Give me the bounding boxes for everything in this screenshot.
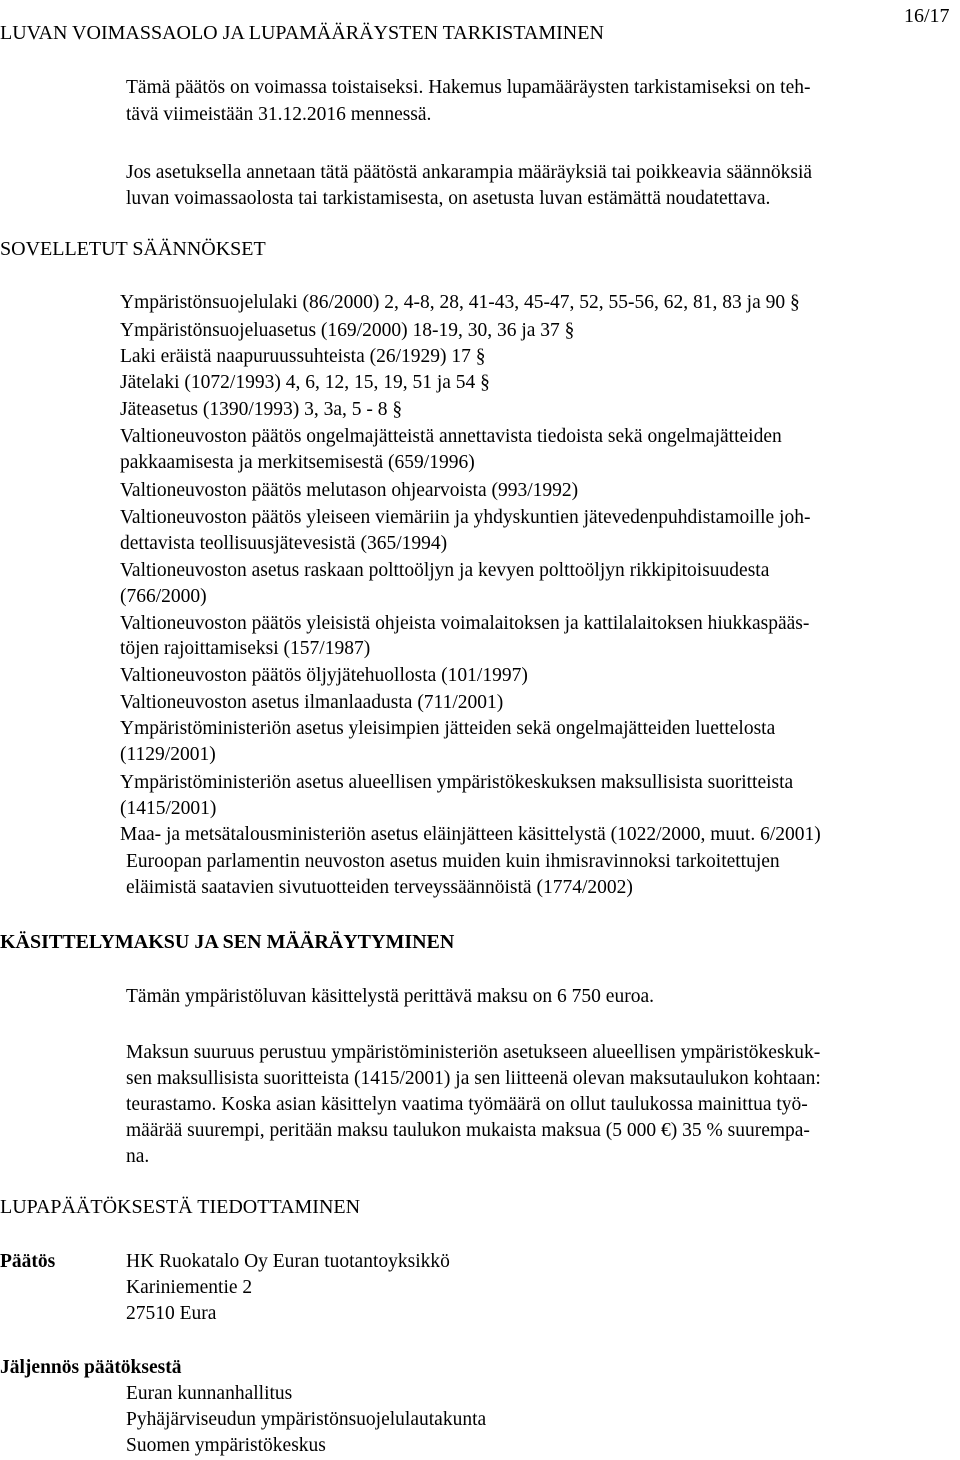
fee-paragraph-2-line-5: na. <box>126 1146 150 1167</box>
rule-line: eläimistä saatavien sivutuotteiden terveyssäännöistä (1774/2002) <box>126 877 633 898</box>
rule-line: Valtioneuvoston asetus raskaan polttoöljyn ja kevyen polttoöljyn rikkipitoisuudesta <box>120 560 770 581</box>
copy-recipient-line: Suomen ympäristökeskus <box>126 1435 326 1456</box>
fee-paragraph-1: Tämän ympäristöluvan käsittelystä perittävä maksu on 6 750 euroa. <box>126 986 654 1007</box>
decision-label: Päätös <box>0 1251 56 1272</box>
rule-line: Maa- ja metsätalousministeriön asetus eläinjätteen käsittelystä (1022/2000, muut. 6/2001) <box>120 824 821 845</box>
rule-line: (766/2000) <box>120 586 207 607</box>
section-heading-validity: LUVAN VOIMASSAOLO JA LUPAMÄÄRÄYSTEN TARKISTAMINEN <box>0 22 604 44</box>
decision-recipient-line: HK Ruokatalo Oy Euran tuotantoyksikkö <box>126 1251 450 1272</box>
rule-line: Ympäristönsuojeluasetus (169/2000) 18-19, 30, 36 ja 37 § <box>120 320 575 341</box>
fee-paragraph-2-line-3: teurastamo. Koska asian käsittelyn vaatima työmäärä on ollut taulukossa mainittua työ- <box>126 1094 808 1115</box>
section-heading-fee: KÄSITTELYMAKSU JA SEN MÄÄRÄYTYMINEN <box>0 931 455 953</box>
section-heading-rules: SOVELLETUT SÄÄNNÖKSET <box>0 238 266 260</box>
rule-line: Valtioneuvoston päätös yleisistä ohjeista voimalaitoksen ja kattilalaitoksen hiukkaspääs- <box>120 613 810 634</box>
rule-line: Laki eräistä naapuruussuhteista (26/1929) 17 § <box>120 346 486 367</box>
section-sign-icon: § <box>480 372 490 393</box>
rule-line: Jätelaki (1072/1993) 4, 6, 12, 15, 19, 51 ja 54 § <box>120 372 490 393</box>
rule-line: pakkaamisesta ja merkitsemisestä (659/1996) <box>120 452 475 473</box>
rule-line: Ympäristöministeriön asetus yleisimpien jätteiden sekä ongelmajätteiden luettelosta <box>120 718 776 739</box>
rule-line: (1415/2001) <box>120 798 217 819</box>
section-sign-icon: § <box>564 320 575 341</box>
rule-line: Ympäristönsuojelulaki (86/2000) 2, 4-8, 28, 41-43, 45-47, 52, 55-56, 62, 81, 83 ja 90 § <box>120 292 800 313</box>
copy-label: Jäljennös päätöksestä <box>0 1357 182 1378</box>
validity-paragraph-2-line-2: luvan voimassaolosta tai tarkistamisesta, on asetusta luvan estämättä noudatettava. <box>126 188 771 209</box>
copy-recipient-line: Euran kunnanhallitus <box>126 1383 293 1404</box>
rule-line: Euroopan parlamentin neuvoston asetus muiden kuin ihmisravinnoksi tarkoitettujen <box>126 851 780 872</box>
rule-line: dettavista teollisuusjätevesistä (365/1994) <box>120 533 448 554</box>
fee-paragraph-2-line-2: sen maksullisista suoritteista (1415/2001) ja sen liitteenä olevan maksutaulukon kohtaan: <box>126 1068 821 1089</box>
page-number: 16/17 <box>904 5 950 27</box>
section-sign-icon: § <box>475 346 486 367</box>
rule-line: Valtioneuvoston päätös öljyjätehuollosta (101/1997) <box>120 665 528 686</box>
decision-recipient-line: Kariniementie 2 <box>126 1277 253 1298</box>
rule-line: Valtioneuvoston asetus ilmanlaadusta (711/2001) <box>120 692 504 713</box>
copy-recipient-line: Pyhäjärviseudun ympäristönsuojelulautakunta <box>126 1409 487 1430</box>
rule-line: Valtioneuvoston päätös yleiseen viemäriin ja yhdyskuntien jätevedenpuhdistamoille joh- <box>120 507 811 528</box>
section-sign-icon: § <box>392 399 403 420</box>
rule-line: Valtioneuvoston päätös melutason ohjearvoista (993/1992) <box>120 480 579 501</box>
validity-paragraph-2-line-1: Jos asetuksella annetaan tätä päätöstä ankarampia määräyksiä tai poikkeavia säännöksiä <box>126 162 813 183</box>
section-sign-icon: § <box>789 292 800 313</box>
rule-line: (1129/2001) <box>120 744 216 765</box>
validity-paragraph-1-line-2: tävä viimeistään 31.12.2016 mennessä. <box>126 104 432 125</box>
decision-recipient-line: 27510 Eura <box>126 1303 217 1324</box>
rule-line: töjen rajoittamiseksi (157/1987) <box>120 638 371 659</box>
rule-line: Jäteasetus (1390/1993) 3, 3a, 5 - 8 § <box>120 399 403 420</box>
fee-paragraph-2-line-4: määrää suurempi, peritään maksu taulukon mukaista maksua (5 000 €) 35 % suurempa- <box>126 1120 810 1141</box>
section-heading-notice: LUPAPÄÄTÖKSESTÄ TIEDOTTAMINEN <box>0 1196 361 1218</box>
fee-paragraph-2-line-1: Maksun suuruus perustuu ympäristöministeriön asetukseen alueellisen ympäristökeskuk- <box>126 1042 821 1063</box>
validity-paragraph-1-line-1: Tämä päätös on voimassa toistaiseksi. Hakemus lupamääräysten tarkistamiseksi on teh- <box>126 77 811 98</box>
rule-line: Valtioneuvoston päätös ongelmajätteistä annettavista tiedoista sekä ongelmajätteiden <box>120 426 782 447</box>
rule-line: Ympäristöministeriön asetus alueellisen ympäristökeskuksen maksullisista suoritteista <box>120 772 794 793</box>
